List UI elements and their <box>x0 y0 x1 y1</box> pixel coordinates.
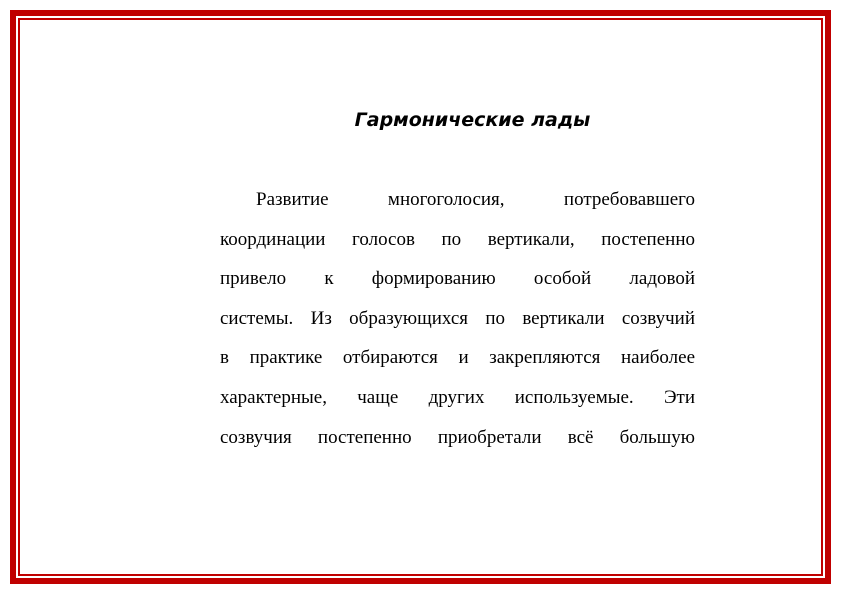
paragraph-line-7: созвучия постепенно приобретали всё большую <box>220 426 695 448</box>
body-paragraph <box>220 180 695 457</box>
page-title: Гармонические лады <box>354 109 591 131</box>
paragraph-line-4: системы. Из образующихся по вертикали созвучий <box>220 307 695 329</box>
paragraph-line-5: в практике отбираются и закрепляются наиболее <box>220 347 695 369</box>
paragraph-line-3: привело к формированию особой ладовой <box>220 268 695 290</box>
paragraph-line-1: Развитие многоголосия, потребовавшего <box>256 189 695 210</box>
paragraph-line-6: характерные, чаще других используемые. Эти <box>220 386 695 408</box>
paragraph-line-2: координации голосов по вертикали, постепенно <box>220 228 695 250</box>
